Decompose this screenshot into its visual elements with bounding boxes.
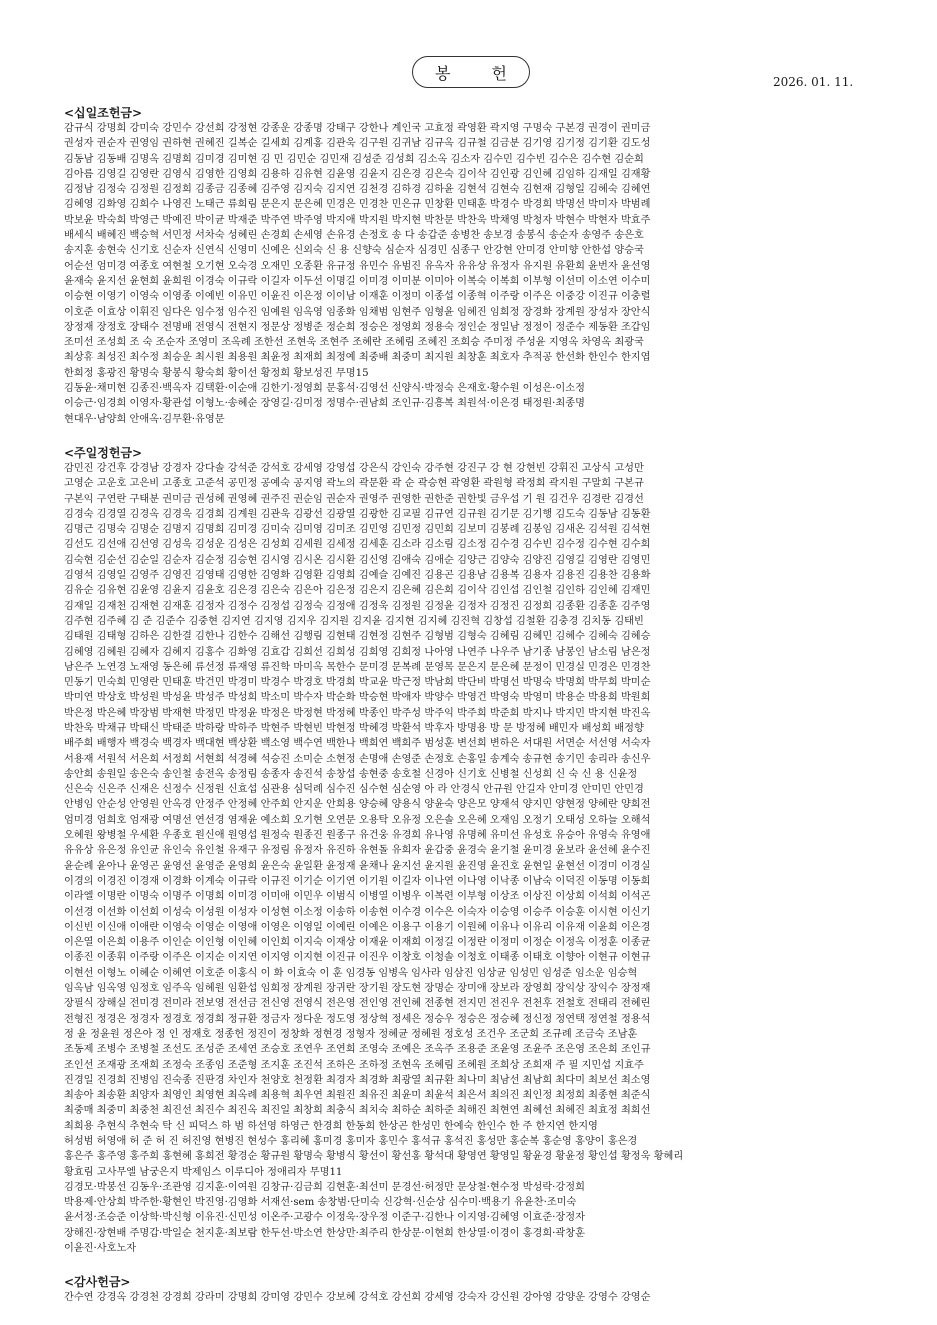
name-line: 김선도 김선애 김선영 김성욱 김성운 김성은 김성희 김세원 김세정 김세훈 김소라 김소림 김소정 김수경 김수빈 김수정 김수현 김수희	[64, 539, 651, 551]
name-line: 송지훈 송현숙 신기호 신순자 신연식 신영미 신예은 신외숙 신 용 신향숙 심순자 심경민 심종구 안강현 안미경 안미향 안한섭 양승국	[64, 245, 644, 257]
name-line: 한희정 홍광진 황명숙 황봉식 황숙희 황이선 황정희 황보성진 무명15	[64, 367, 369, 379]
name-line: 이승현 이영기 이영숙 이영종 이예빈 이유민 이윤진 이은정 이이남 이재훈 이정미 이종섭 이종혁 이주랑 이주은 이중강 이진규 이충렬	[64, 291, 651, 303]
name-line: 이호준 이효상 이휘진 임다은 임수정 임수진 임예원 임옥영 임종화 임채범 임현주 임형윤 임혜진 임희정 장경화 장계원 장성자 장안식	[64, 306, 651, 318]
name-line: 정 윤 정윤원 정은아 정 인 정재호 정종헌 정진이 정창화 정현경 정형자 정혜균 정혜원 정호성 조건우 조군희 조규례 조금숙 조남훈	[64, 1028, 638, 1040]
name-line: 배세식 배혜진 백승혁 서민정 서차숙 성혜린 손경희 손세영 손유경 손정호 송 다 송갑준 송병찬 송보경 송봉식 송순자 송영주 송은호	[64, 230, 644, 242]
name-line: 홍은주 홍주영 홍주희 홍현혜 홍희전 황경순 황규원 황명숙 황병식 황선이 황선홍 황석대 황영연 황영일 황윤경 황윤정 황인섭 황정욱 황혜리	[64, 1151, 684, 1163]
name-line: 박찬욱 박채규 박태신 박태준 박하랑 박하주 박현주 박현빈 박현정 박혜경 박환석 박후자 방명용 방 문 방정혜 배민자 배성희 배정향	[64, 722, 644, 734]
name-line: 김영석 김영일 김영주 김영진 김영태 김영한 김영화 김영환 김영희 김예슬 김예진 김용곤 김용남 김용복 김용자 김용진 김용찬 김용화	[64, 570, 651, 582]
name-line: 이은열 이은희 이용주 이인순 이인형 이인혜 이인희 이지숙 이재상 이재윤 이재희 이정길 이정란 이정미 이정순 이정옥 이정훈 이종균	[64, 937, 651, 949]
name-line: 박은정 박은혜 박장범 박재현 박정민 박정윤 박정은 박정현 박정혜 박종인 박주성 박주익 박주희 박준희 박지나 박지민 박지현 박진옥	[64, 707, 651, 719]
name-line: 김경모·박봉선 김동우·조관영 김지훈·이여원 김창규·김금희 김현훈·최선미 문경선·허정만 문상철·현수정 박성락·강정희	[64, 1181, 585, 1193]
name-line: 남은주 노연경 노재영 동은혜 류선정 류재영 류진학 마미옥 목한수 문미경 문복례 문영목 문은지 문은혜 문정이 민경실 민경은 민경찬	[64, 661, 651, 673]
offering-title: 봉 헌	[412, 56, 530, 88]
name-line: 최송아 최송환 최양자 최영인 최영현 최옥례 최용혁 최우연 최원진 최유진 최윤미 최윤석 최은서 최의진 최인정 최정희 최종현 최준식	[64, 1090, 651, 1102]
name-list	[64, 461, 878, 1256]
name-line: 김정남 김정숙 김정원 김정희 김종금 김종혜 김주영 김지숙 김지연 김천경 김하경 김하윤 김현석 김현숙 김현재 김형일 김혜숙 김혜연	[64, 184, 651, 196]
name-line: 전형진 정경은 정경자 정경호 정경희 정규환 정금자 정다운 정도영 정상혁 정세은 정승우 정승은 정승혜 정신정 정연택 정연철 정용석	[64, 1013, 651, 1025]
name-line: 이선경 이선화 이선희 이성숙 이성원 이성자 이성현 이소정 이송하 이송현 이수경 이수은 이숙자 이승영 이승주 이승훈 이시현 이신기	[64, 906, 651, 918]
name-line: 임옥남 임옥영 임정호 임주옥 임혜원 임환섭 임희정 장계원 장귀란 장기원 장도현 장명순 장미애 장보라 장영희 장익상 장익수 장정재	[64, 983, 651, 995]
name-line: 진경일 진경희 진병임 진숙종 진판경 차인자 천양호 천정환 최경자 최경화 최광열 최규환 최나미 최남선 최남희 최다미 최보선 최소영	[64, 1074, 651, 1086]
name-line: 이라엘 이명란 이명숙 이명주 이명희 이미경 이미애 이민우 이범식 이병열 이병우 이복련 이부형 이상조 이상진 이상희 이석희 이석곤	[64, 891, 651, 903]
section-title: <십일조헌금>	[64, 106, 143, 120]
name-line: 현대우·남양희 안애옥·김무환·유영문	[64, 413, 225, 425]
name-line: 허성범 허영애 허 준 허 진 허진영 현병진 현성수 홍리혜 홍미경 홍미자 홍민수 홍석규 홍석진 홍성만 홍순복 홍순영 홍양이 홍은경	[64, 1136, 638, 1147]
name-line: 신은숙 신은주 신재은 신정수 신정원 신효섭 심관용 심덕례 심수진 심수현 심순영 아 라 안경식 안규원 안길자 안미경 안미민 안민경	[64, 784, 644, 796]
name-line: 서용재 서원석 서은희 서정희 서현희 석경혜 석승진 소미순 소현정 손명애 손영준 손정호 손홍일 송계숙 송규현 송기민 송리라 송신우	[64, 753, 651, 765]
name-line: 김동남 김동배 김명옥 김명희 김미경 김미현 김 민 김민순 김민재 김성준 김성희 김소옥 김소자 김수민 김수빈 김수은 김수현 김순희	[64, 153, 644, 165]
name-line: 안병임 안순성 안영원 안옥경 안정주 안정혜 안주희 안지운 안희용 양승혜 양용식 양윤숙 양은모 양재석 양지민 양현정 양혜란 양희전	[64, 799, 651, 811]
name-line: 김명근 김명숙 김명순 김명지 김명희 김미경 김미숙 김미영 김미조 김민영 김민정 김민희 김보미 김봉례 김봉임 김새온 김석원 김석현	[64, 524, 651, 536]
name-line: 장해진·장현배 주명갑·박일순 천지훈·최보람 한두선·박소연 한상만·최주리 한상문·이현희 한상열·이경이 홍경희·곽창훈	[64, 1227, 585, 1239]
name-line: 김숙현 김순선 김순일 김순자 김순정 김승현 김시영 김시온 김시환 김신영 김애숙 김애순 김양근 김양숙 김양진 김영길 김영란 김영민	[64, 554, 651, 566]
name-line: 이윤진·사호노자	[64, 1243, 137, 1255]
name-line: 김재일 김재천 김재현 김재훈 김정자 김정수 김정섭 김정숙 김정애 김정욱 김정원 김정윤 김정자 김정진 김정희 김종환 김종훈 김주영	[64, 600, 651, 612]
name-line: 엄미경 엄희호 엄재광 여명선 연선경 염재윤 예소희 오기현 오연문 오용탁 오유정 오은솔 오은혜 오재임 오정기 오태성 오하늘 오해석	[64, 814, 651, 826]
offering-list	[64, 106, 878, 1325]
name-line: 윤서정·조승준 이상학·박신형 이유진·신민성 이온주·고광수 이정욱·장우정 이준구·김한나 이지영·김혜영 이효준·장정자	[64, 1212, 585, 1224]
name-line: 감규식 강명희 강미숙 강민수 강선희 강정현 강종운 강종명 강태구 강한나 계인국 고효정 곽영환 곽지영 구명숙 구본경 권경이 권미금	[64, 123, 651, 134]
tithe-section	[64, 106, 878, 427]
name-line: 이경의 이경진 이경재 이경화 이계숙 이규락 이규진 이기순 이기연 이기원 이길자 이나연 이나영 이낙종 이남숙 이덕진 이동명 이동희	[64, 875, 651, 887]
section-title: <감사헌금>	[64, 1275, 131, 1290]
name-line: 김주현 김주혜 김 준 김준수 김중현 김지연 김지영 김지우 김지원 김지윤 김지현 김지혜 김진혁 김창섭 김철환 김충경 김치동 김태빈	[64, 615, 644, 627]
name-line: 감민진 강건후 강경남 강경자 강다솔 강석준 강석호 강세영 강영섭 강은식 강인숙 강주현 강진구 강 현 강현빈 강휘진 고상식 고성만	[64, 462, 644, 474]
name-line: 황효림 고사무엘 남궁은지 박제임스 이루디아 정애리자 무명11	[64, 1166, 343, 1178]
name-line: 김동윤·채미현 김종진·백옥자 김택환·이순애 김한기·정영희 문홍석·김영선 신양식·박정숙 은재호·황수원 이성은·이소정	[64, 383, 585, 395]
bulletin-date: 2026. 01. 11.	[773, 75, 854, 89]
name-line: 송안희 송원일 송은숙 송인철 송전옥 송정림 송종자 송진석 송창섭 송현중 송호철 신경아 신기호 신병철 신성희 신 숙 신 용 신윤정	[64, 768, 638, 780]
name-line: 김유순 김유현 김윤영 김윤지 김윤호 김은경 김은숙 김은아 김은정 김은지 김은혜 김은희 김이삭 김인섭 김인철 김인하 김인혜 김재민	[64, 585, 651, 597]
sunday-offering-section	[64, 446, 878, 1256]
name-line: 유유상 유은정 유인균 유인숙 유인철 유재구 유정림 유정자 유진하 유현돌 유희자 윤갑중 윤경숙 윤기철 윤미경 윤보라 윤선혜 윤수진	[64, 845, 651, 857]
name-line: 박용제·안상희 박주한·황현인 박진영·김영화 서재선·sem 송창범·단미숙 신강혁·신순상 심수미·백용기 유윤찬·조미숙	[64, 1197, 577, 1209]
name-line: 김혜영 김혜원 김혜자 김혜지 김홍수 김화영 김효갑 김희선 김희성 김희영 김희정 나아영 나연주 나우주 남기종 남봉인 남소림 남은정	[64, 646, 651, 658]
name-line: 이승근·임경희 이영자·황관섭 이형노·송혜순 장영길·김미정 정명수·권남희 조인규·김흥복 최원석·이은경 태정원·최종명	[64, 398, 585, 410]
name-line: 간수연 강경옥 강경천 강경희 강라미 강명희 강미영 강민수 강보혜 강석호 강선희 강세영 강숙자 강신원 강아영 강양운 강영수 강영순	[64, 1292, 651, 1304]
name-line: 김태원 김태형 김하은 김한결 김한나 김한수 김해선 김행림 김현태 김현정 김현주 김형범 김형숙 김혜림 김혜민 김혜수 김혜숙 김혜승	[64, 631, 651, 643]
name-line: 박미연 박상호 박성원 박성윤 박성주 박성희 박소미 박수자 박순화 박승현 박애자 박양수 박영건 박영숙 박영미 박용순 박용희 박원희	[64, 692, 651, 704]
name-line: 김아름 김영길 김영란 김영식 김영한 김영희 김용하 김유현 김윤영 김윤지 김은경 김은숙 김이삭 김인광 김인혜 김임하 김재일 김재황	[64, 168, 651, 180]
name-line: 김경숙 김경열 김경옥 김경욱 김경희 김계원 김관욱 김광선 김광열 김광한 김교필 김규연 김규원 김기문 김기행 김도숙 김동남 김동환	[64, 508, 651, 520]
name-line: 최중매 최중미 최중천 최진선 최진수 최진옥 최진일 최창희 최충식 최치숙 최하순 최하준 최해진 최현연 최혜선 최혜진 최효정 최희선	[64, 1105, 651, 1117]
name-line: 최상휴 최성진 최수정 최승운 최시원 최용원 최윤정 최재희 최정예 최중배 최중미 최지원 최창훈 최호자 추적공 한선화 한인수 한지엽	[64, 352, 651, 364]
name-line: 조인선 조재광 조재희 조정숙 조종임 조준형 조지훈 조진석 조하은 조하정 조현옥 조혜림 조혜원 조희상 조희재 주 필 지민섭 지효주	[64, 1059, 644, 1071]
name-line: 민동기 민숙희 민영란 민태훈 박건민 박경미 박경수 박경호 박경희 박교윤 박근정 박남희 박단비 박명선 박명숙 박명희 박무희 박미순	[64, 677, 651, 689]
name-line: 장정재 장정호 장태수 전명배 전영식 전현지 정문상 정병준 정순희 정승은 정영희 정용숙 정인순 정일남 정정이 정준수 제동환 조갑임	[64, 321, 651, 333]
name-line: 어순선 엄미경 여종호 여현철 오기현 오숙경 오재민 오종환 유규정 유민수 유범진 유옥자 유유상 유정자 유지원 유환희 윤번자 윤선영	[64, 260, 651, 272]
name-line: 구본익 구연란 구태분 권미금 권성혜 권영혜 권주진 권순임 권순자 권영주 권영한 권한준 권한빛 금우섭 기 원 김건우 김경란 김경선	[64, 493, 644, 505]
name-list	[64, 1290, 878, 1305]
thanksgiving-section	[64, 1275, 878, 1305]
name-line: 이신빈 이신애 이애란 이영숙 이영순 이영애 이영은 이영일 이예린 이예은 이용구 이용기 이원혜 이유나 이유리 이유재 이윤희 이은경	[64, 921, 651, 933]
name-line: 윤재숙 윤지선 윤현희 윤희원 이경숙 이규락 이길자 이두선 이명길 이미경 이미분 이미아 이복숙 이복희 이부형 이선미 이소연 이수미	[64, 275, 651, 287]
name-line: 배주희 배행자 백경숙 백경자 백대현 백상환 백소영 백수연 백한나 백희연 백희주 범성훈 변선희 변하은 서대원 서면순 서선영 서숙자	[64, 738, 651, 750]
name-line: 이현선 이형노 이혜순 이혜연 이호준 이홍식 이 화 이효숙 이 훈 임경동 임병옥 임사라 임삼진 임상균 임성민 임성준 임소운 임승혁	[64, 967, 638, 979]
name-line: 권성자 권순자 권영임 권하현 권혜진 길복순 길세희 김계홍 김관욱 김구원 김귀남 김규옥 김규철 김금분 김기영 김기정 김기환 김도성	[64, 138, 651, 150]
name-line: 이종진 이종휘 이주랑 이주은 이지순 이지연 이지영 이지현 이진규 이진우 이창호 이청솔 이청호 이태종 이태호 이향아 이현규 이현규	[64, 952, 651, 964]
section-title: <주일정헌금>	[64, 445, 143, 460]
name-list	[64, 121, 878, 427]
name-line: 조미선 조성희 조 숙 조순자 조영미 조옥례 조한선 조현욱 조현주 조혜란 조혜림 조혜진 조희승 주미정 주성윤 지영옥 차영옥 최광국	[64, 337, 644, 349]
name-line: 장필식 장해실 전미경 전미라 전보영 전선금 전신영 전영식 전은영 전인영 전인혜 전종현 전지민 전진우 전천후 전철호 전태리 전혜린	[64, 998, 651, 1010]
name-line: 윤순례 윤아나 윤영곤 윤영선 윤영준 윤영희 윤은숙 윤일환 윤정재 윤채나 윤지선 윤지원 윤진영 윤진호 윤현일 윤현선 이경미 이경실	[64, 860, 651, 872]
name-line: 박보윤 박숙희 박영근 박예진 박이균 박재준 박주연 박주영 박지애 박지원 박지현 박찬문 박찬욱 박채영 박청자 박현수 박현자 박효주	[64, 214, 651, 226]
name-line: 조동제 조병수 조병철 조선도 조성준 조세연 조승호 조연우 조연희 조영숙 조예은 조옥주 조용준 조윤영 조윤주 조은영 조은희 조인규	[64, 1044, 651, 1056]
name-line: 고영순 고운호 고은비 고종호 고준석 공민정 공예숙 공지영 곽노의 곽문환 곽 순 곽승현 곽영환 곽원형 곽정희 곽지원 구말희 구본규	[64, 478, 644, 490]
name-line: 오혜원 왕병철 우세환 우종호 원신애 원영섭 원정숙 원종진 원종구 유건웅 유경희 유나영 유명혜 유미선 유성호 유승아 유영숙 유영애	[64, 830, 651, 842]
name-line: 김혜영 김화영 김희수 나영진 노태근 류희림 문은지 문은혜 민경은 민경찬 민은규 민창환 민태훈 박경수 박경희 박명선 박미자 박범례	[64, 199, 651, 211]
name-line: 최희용 추현식 추현숙 탁 신 피덕스 하 범 하선영 하영근 한경희 한동희 한상곤 한성민 한예숙 한인수 한 주 한지연 한지영	[64, 1120, 598, 1132]
